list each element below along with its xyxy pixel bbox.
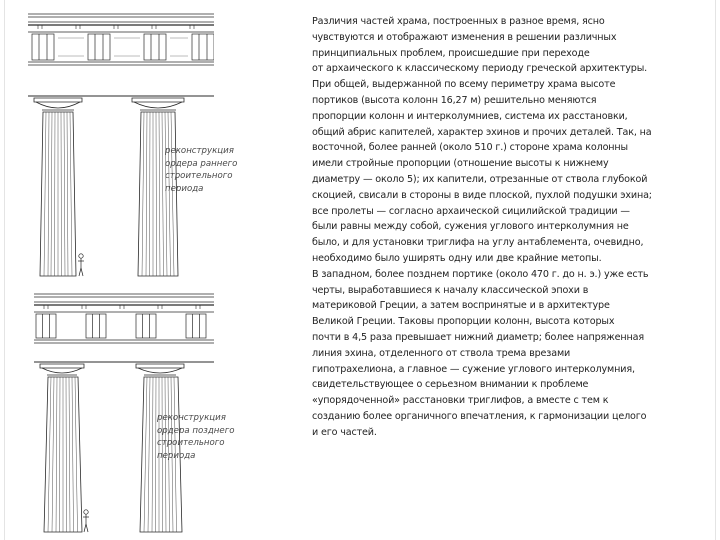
slide-edge-right: [715, 0, 716, 540]
body-text-line: линия эхина, отделенного от ствола трема врезами: [312, 347, 571, 359]
body-text-line: все пролеты — согласно архаической сицилийской традиции —: [312, 205, 630, 217]
body-text-line: чувствуются и отображают изменения в решении различных: [312, 31, 617, 43]
body-text-line: «упорядоченной» расстановки триглифов, а вместе с тем к: [312, 395, 609, 407]
body-text-line: портиков (высота колонн 16,27 м) решительно меняются: [312, 94, 597, 106]
body-text-line: скоцией, свисали в стороны в виде плоской, пухлой подушки эхина;: [312, 189, 652, 201]
body-text-line: черты, выработавшиеся к началу классической эпохи в: [312, 284, 589, 296]
body-text-line: восточной, более ранней (около 510 г.) стороне храма колонны: [312, 142, 628, 154]
body-text-line: от архаического к классическому периоду греческой архитектуры.: [312, 63, 648, 75]
body-text-line: созданию более органичного впечатления, к гармонизации целого: [312, 410, 647, 422]
early-order-caption: реконструкция ордера раннего строительного периода: [165, 146, 238, 194]
slide-edge-left: [4, 0, 5, 540]
body-text-line: Различия частей храма, построенных в разное время, ясно: [312, 16, 605, 27]
late-order-caption: реконструкция ордера позднего строительного периода: [157, 413, 235, 461]
body-text-line: При общей, выдержанной по всему периметру храма высоте: [312, 79, 616, 91]
body-text-line: почти в 4,5 раза превышает нижний диаметр; более напряженная: [312, 331, 644, 343]
body-text-line: принципиальных проблем, происшедшие при переходе: [312, 47, 590, 59]
body-text-line: общий абрис капителей, характер эхинов и прочих деталей. Так, на: [312, 126, 652, 138]
body-text-line: гипотрахелиона, а главное — сужение углового интерколумния,: [312, 363, 635, 375]
body-text-line: были равны между собой, сужения углового интерколумния не: [312, 221, 629, 233]
body-text-line: В западном, более позднем портике (около 470 г. до н. э.) уже есть: [312, 268, 649, 280]
body-text-line: пропорции колонн и интерколумниев, система их расстановки,: [312, 110, 628, 122]
body-text: [312, 14, 686, 441]
body-text-line: свидетельствующее о серьезном внимании к проблеме: [312, 379, 589, 391]
body-text-line: материковой Греции, а затем воспринятые и в архитектуре: [312, 300, 610, 312]
body-text-line: и его частей.: [312, 426, 377, 438]
body-text-line: имели стройные пропорции (отношение высоты к нижнему: [312, 158, 609, 170]
body-text-line: было, и для установки триглифа на углу антаблемента, очевидно,: [312, 237, 644, 249]
body-text-line: диаметру — около 5); их капители, отрезанные от ствола глубокой: [312, 173, 648, 185]
body-text-line: необходимо было уширять одну или две крайние метопы.: [312, 252, 602, 264]
body-text-line: Великой Греции. Таковы пропорции колонн, высота которых: [312, 316, 615, 328]
